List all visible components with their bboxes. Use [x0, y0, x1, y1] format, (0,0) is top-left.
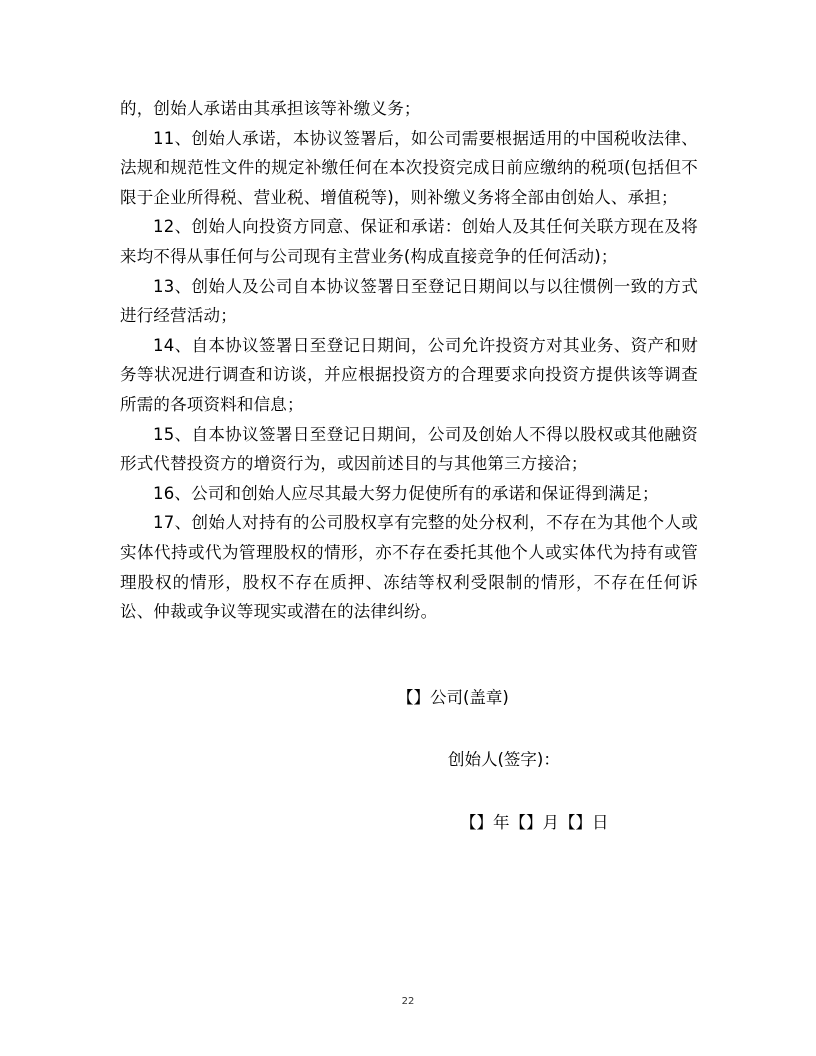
clause-11: 11、创始人承诺，本协议签署后，如公司需要根据适用的中国税收法律、法规和规范性文件的规定补缴任何在本次投资完成日前应缴纳的税项(包括但不限于企业所得税、营业税、增值税等)，则补缴义务将全部由创始人、承担；: [120, 128, 698, 207]
clause-14: 14、自本协议签署日至登记日期间，公司允许投资方对其业务、资产和财务等状况进行调查和访谈，并应根据投资方的合理要求向投资方提供该等调查所需的各项资料和信息；: [120, 335, 698, 414]
signature-date-line: 【】年【】月【】日: [460, 813, 609, 832]
paragraph-continuation: 的，创始人承诺由其承担该等补缴义务；: [120, 99, 421, 118]
document-body: [120, 94, 698, 627]
clause-16: 16、公司和创始人应尽其最大努力促使所有的承诺和保证得到满足；: [153, 483, 659, 503]
clause-12: 12、创始人向投资方同意、保证和承诺：创始人及其任何关联方现在及将来均不得从事任何与公司现有主营业务(构成直接竞争的任何活动)；: [120, 217, 698, 266]
clause-17: 17、创始人对持有的公司股权享有完整的处分权利，不存在为其他个人或实体代持或代为管理股权的情形，亦不存在委托其他个人或实体代为持有或管理股权的情形，股权不存在质押、冻结等权利受限制的情形，不存在任何诉讼、仲裁或争议等现实或潜在的法律纠纷。: [120, 513, 698, 622]
clause-13: 13、创始人及公司自本协议签署日至登记日期间以与以往惯例一致的方式进行经营活动；: [120, 276, 698, 326]
founder-signature-line: 创始人(签字)：: [448, 750, 560, 769]
clause-15: 15、自本协议签署日至登记日期间，公司及创始人不得以股权或其他融资形式代替投资方的增资行为，或因前述目的与其他第三方接洽；: [120, 424, 698, 474]
company-seal-line: 【】公司(盖章): [397, 688, 509, 707]
page-number: 22: [401, 996, 415, 1007]
